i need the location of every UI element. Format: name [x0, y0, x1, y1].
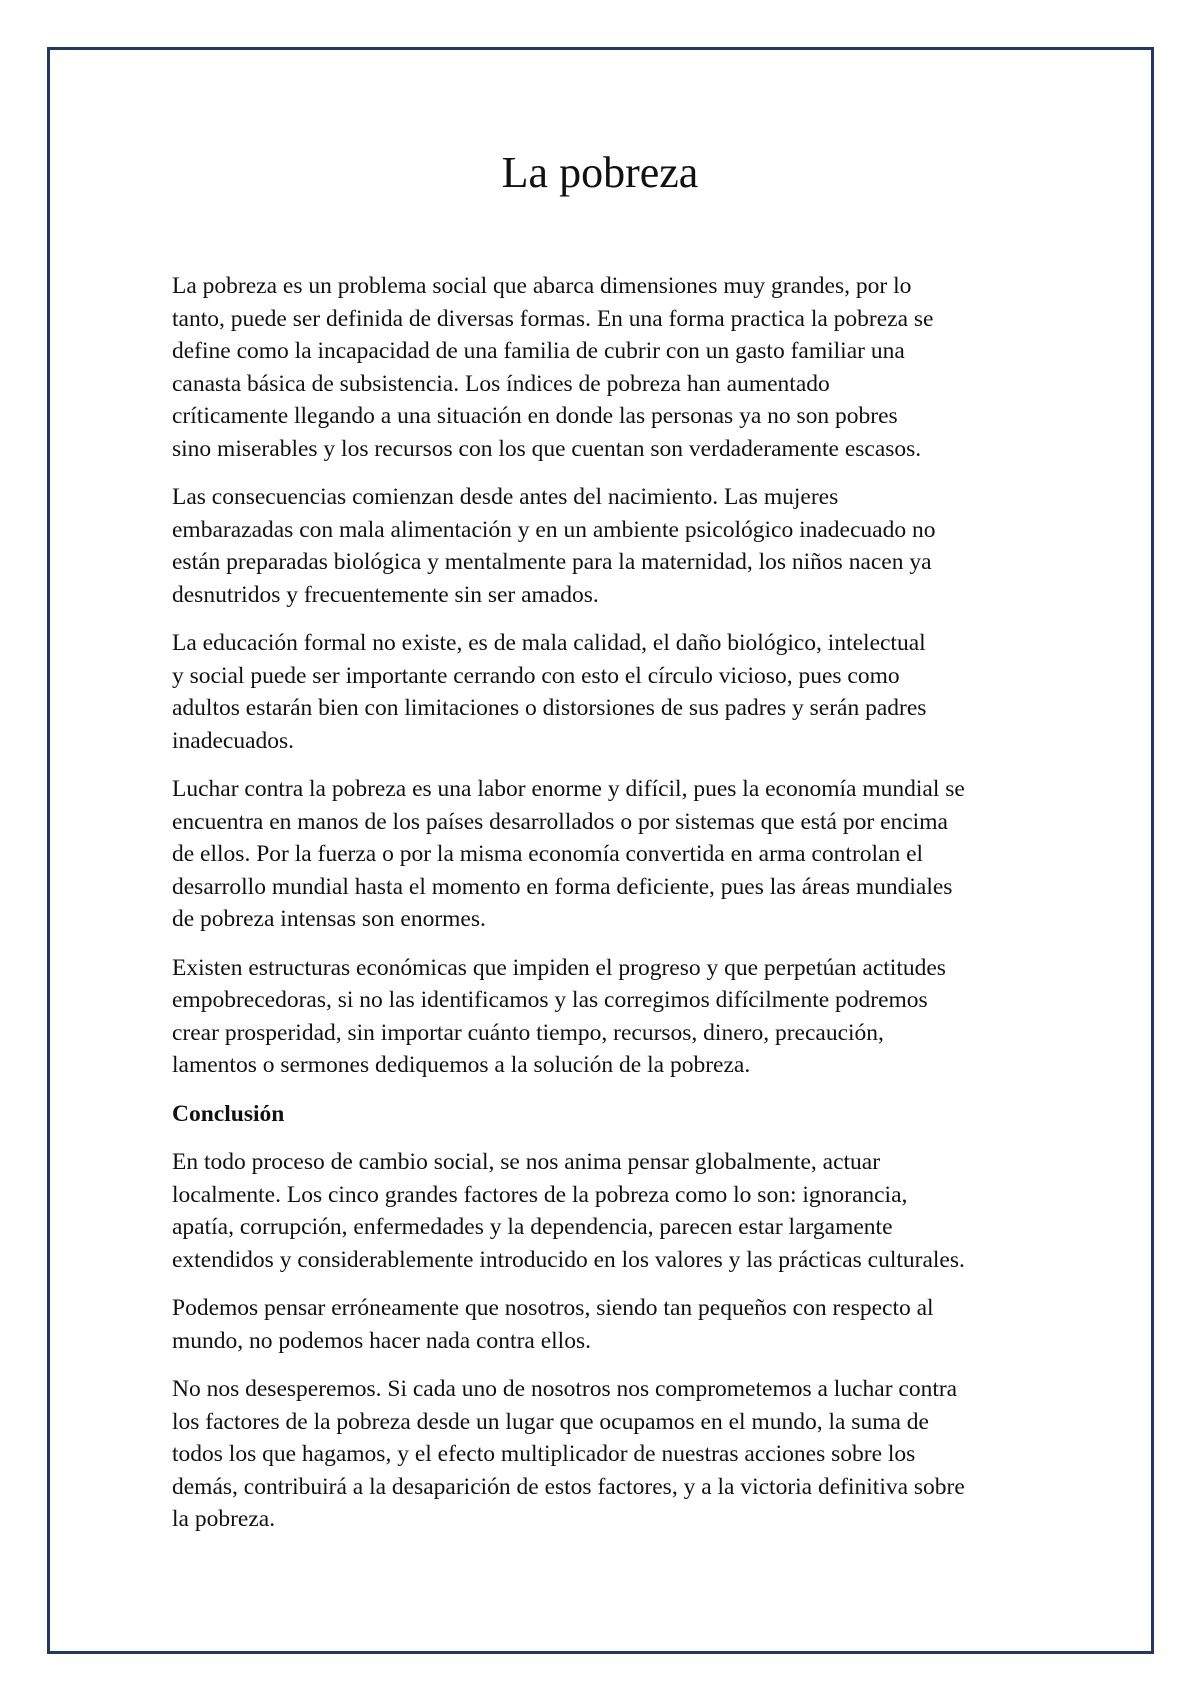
- text-line: extendidos y considerablemente introducido en los valores y las prácticas culturales.: [172, 1246, 965, 1273]
- text-line: empobrecedoras, si no las identificamos y las corregimos difícilmente podremos: [172, 987, 928, 1013]
- text-line: Luchar contra la pobreza es una labor enorme y difícil, pues la economía mundial se: [172, 776, 965, 802]
- body-paragraphs: [172, 270, 1072, 1082]
- text-line: la pobreza.: [172, 1506, 276, 1532]
- text-line: Las consecuencias comienzan desde antes del nacimiento. Las mujeres: [172, 484, 839, 510]
- text-line: adultos estarán bien con limitaciones o distorsiones de sus padres y serán padres: [172, 695, 927, 721]
- body-paragraph: [172, 270, 1072, 465]
- text-line: apatía, corrupción, enfermedades y la dependencia, parecen estar largamente: [172, 1214, 893, 1240]
- conclusion-paragraph: [172, 1373, 1072, 1536]
- text-line: desarrollo mundial hasta el momento en forma deficiente, pues las áreas mundiales: [172, 873, 953, 900]
- body-paragraph: [172, 773, 1072, 936]
- text-line: y social puede ser importante cerrando con esto el círculo vicioso, pues como: [172, 662, 900, 689]
- text-line: de ellos. Por la fuerza o por la misma economía convertida en arma controlan el: [172, 841, 924, 867]
- text-line: inadecuados.: [172, 727, 295, 754]
- text-line: Existen estructuras económicas que impiden el progreso y que perpetúan actitudes: [172, 954, 946, 981]
- text-line: sino miserables y los recursos con los que cuentan son verdaderamente escasos.: [172, 435, 922, 462]
- text-line: La pobreza es un problema social que abarca dimensiones muy grandes, por lo: [172, 273, 912, 299]
- conclusion-paragraph: [172, 1146, 1072, 1276]
- conclusion-heading: Conclusión: [172, 1100, 285, 1127]
- text-line: mundo, no podemos hacer nada contra ellos.: [172, 1327, 591, 1354]
- text-line: localmente. Los cinco grandes factores de la pobreza como lo son: ignorancia,: [172, 1181, 908, 1208]
- text-line: los factores de la pobreza desde un lugar que ocupamos en el mundo, la suma de: [172, 1408, 929, 1435]
- text-line: crear prosperidad, sin importar cuánto tiempo, recursos, dinero, precaución,: [172, 1019, 884, 1046]
- text-line: desnutridos y frecuentemente sin ser amados.: [172, 581, 599, 608]
- text-line: todos los que hagamos, y el efecto multiplicador de nuestras acciones sobre los: [172, 1441, 916, 1467]
- text-line: demás, contribuirá a la desaparición de estos factores, y a la victoria definitiva sobre: [172, 1473, 965, 1500]
- conclusion-paragraphs: [172, 1146, 1072, 1536]
- page-title: La pobreza: [501, 148, 699, 197]
- body-paragraph: [172, 481, 1072, 611]
- text-line: tanto, puede ser definida de diversas formas. En una forma practica la pobreza se: [172, 305, 934, 332]
- body-paragraph: [172, 952, 1072, 1082]
- text-line: están preparadas biológica y mentalmente para la maternidad, los niños nacen ya: [172, 549, 932, 575]
- text-line: encuentra en manos de los países desarrollados o por sistemas que está por encima: [172, 808, 948, 835]
- text-line: No nos desesperemos. Si cada uno de nosotros nos comprometemos a luchar contra: [172, 1376, 958, 1402]
- conclusion-paragraph: [172, 1292, 1072, 1357]
- text-line: canasta básica de subsistencia. Los índices de pobreza han aumentado: [172, 370, 830, 397]
- text-line: de pobreza intensas son enormes.: [172, 906, 486, 932]
- text-line: En todo proceso de cambio social, se nos anima pensar globalmente, actuar: [172, 1149, 881, 1175]
- text-line: La educación formal no existe, es de mala calidad, el daño biológico, intelectual: [172, 630, 926, 656]
- text-line: embarazadas con mala alimentación y en un ambiente psicológico inadecuado no: [172, 516, 936, 543]
- document-body: [172, 270, 1072, 1552]
- text-line: críticamente llegando a una situación en donde las personas ya no son pobres: [172, 403, 898, 429]
- text-line: lamentos o sermones dediquemos a la solución de la pobreza.: [172, 1052, 751, 1078]
- text-line: define como la incapacidad de una familia de cubrir con un gasto familiar una: [172, 338, 905, 364]
- text-line: Podemos pensar erróneamente que nosotros, siendo tan pequeños con respecto al: [172, 1295, 934, 1321]
- body-paragraph: [172, 627, 1072, 757]
